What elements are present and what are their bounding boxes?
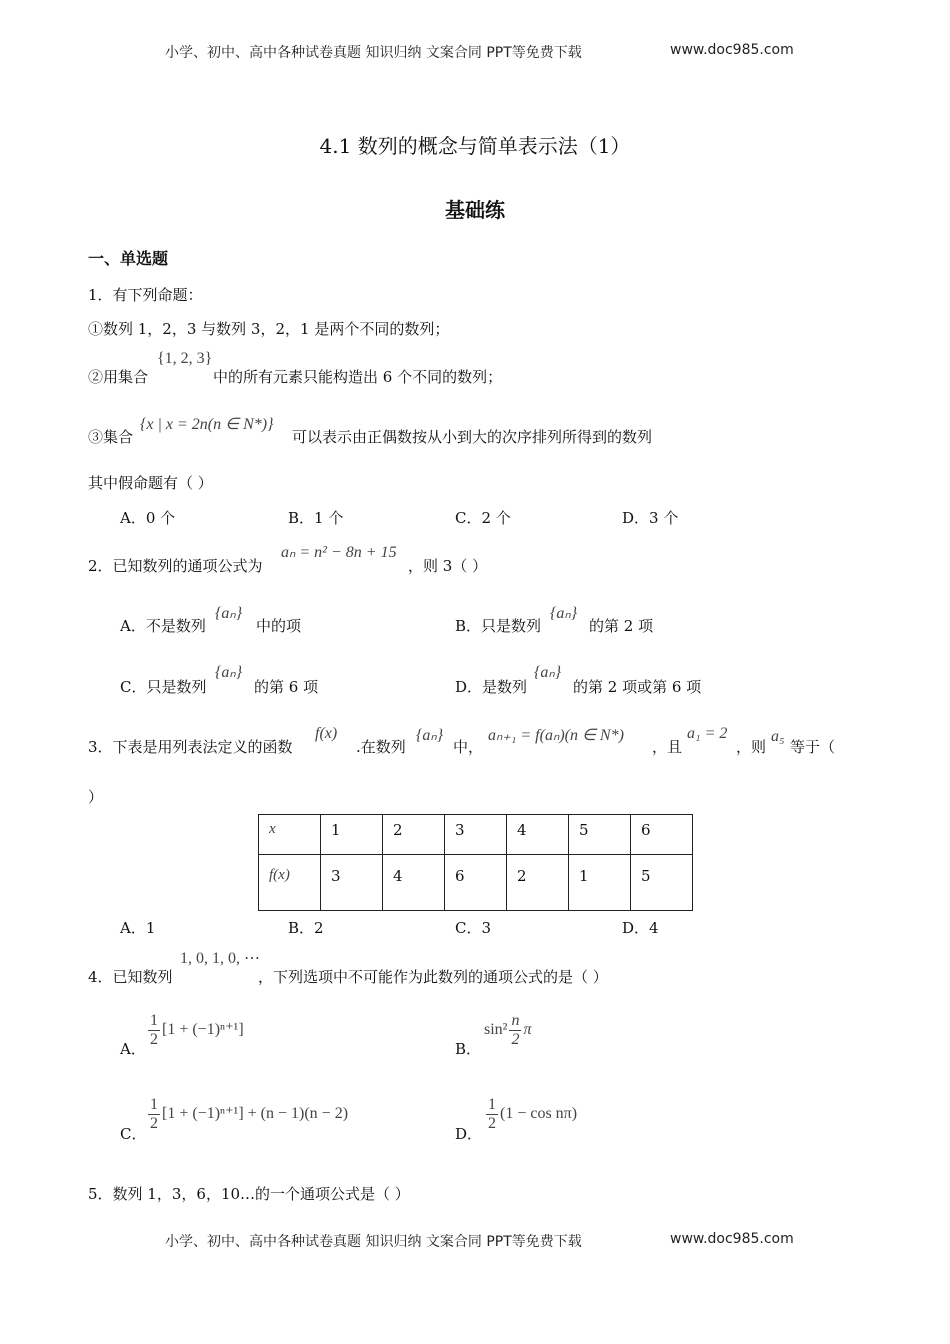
table-header-cell: f(x): [259, 855, 321, 911]
q1-set-formula: {1, 2, 3}: [157, 350, 213, 367]
q3-stem-mid2: 中，: [453, 738, 484, 756]
q4-option-b-formula: [484, 1012, 531, 1049]
q3-value-table: [258, 814, 693, 911]
q1-option-b[interactable]: B．1 个: [288, 509, 344, 527]
formula-suffix: π: [523, 1021, 532, 1039]
q1-option-d[interactable]: D．3 个: [622, 509, 679, 527]
page-subtitle: 基础练: [445, 198, 505, 222]
q3-option-b[interactable]: B．2: [288, 919, 324, 937]
page-title: 4.1 数列的概念与简单表示法（1）: [319, 134, 631, 158]
q1-ask: 其中假命题有（ ）: [88, 474, 213, 492]
q3-stem-close: ）: [88, 788, 104, 806]
q3-stem-mid4: ，则: [736, 738, 767, 756]
q1-statement-2-post: 中的所有元素只能构造出 6 个不同的数列；: [213, 368, 503, 386]
q3-seq: {aₙ}: [416, 727, 444, 744]
q3-stem-mid3: ，且: [652, 738, 683, 756]
q2-formula: aₙ = n² − 8n + 15: [281, 544, 397, 561]
header-text: 小学、初中、高中各种试卷真题 知识归纳 文案合同 PPT等免费下载: [165, 45, 582, 61]
q2-option-c-post: 的第 6 项: [254, 678, 319, 696]
q5-stem: 5．数列 1，3，6，10…的一个通项公式是（ ）: [88, 1185, 410, 1203]
table-cell: 1: [321, 815, 383, 855]
q1-statement-1: ①数列 1，2，3 与数列 3，2，1 是两个不同的数列；: [88, 320, 450, 338]
q3-option-c[interactable]: C．3: [455, 919, 492, 937]
q1-statement-3-post: 可以表示由正偶数按从小到大的次序排列所得到的数列: [292, 428, 653, 446]
fraction-denominator: 2: [511, 1031, 520, 1048]
table-cell: 2: [383, 815, 445, 855]
q4-stem-post: ，下列选项中不可能作为此数列的通项公式的是（ ）: [258, 968, 608, 986]
q1-stem: 1．有下列命题：: [88, 286, 203, 304]
q2-option-a-post: 中的项: [256, 617, 302, 635]
q4-stem-pre: 4．已知数列: [88, 968, 173, 986]
fraction-denominator: 2: [150, 1115, 158, 1132]
q2-option-b-post: 的第 2 项: [589, 617, 654, 635]
table-cell: 2: [507, 855, 569, 911]
q2-stem-post: ，则 3（ ）: [408, 557, 488, 575]
q1-statement-2-pre: ②用集合: [88, 368, 149, 386]
fraction-numerator: 1: [150, 1096, 158, 1113]
q2-option-c-pre[interactable]: C．只是数列: [120, 678, 207, 696]
table-cell: 5: [631, 855, 693, 911]
q2-option-d-seq: {aₙ}: [534, 664, 562, 681]
q3-option-a[interactable]: A．1: [120, 919, 156, 937]
footer-link[interactable]: www.doc985.com: [670, 1231, 794, 1247]
q3-stem-pre: 3．下表是用列表法定义的函数: [88, 738, 293, 756]
q4-sequence: 1, 0, 1, 0, ⋯: [180, 950, 260, 967]
q2-option-a-seq: {aₙ}: [215, 605, 243, 622]
q3-a1: a₁ = 2: [687, 725, 728, 742]
q4-option-d-formula: [484, 1096, 577, 1133]
table-cell: 4: [383, 855, 445, 911]
q2-option-b-seq: {aₙ}: [550, 605, 578, 622]
footer-text: 小学、初中、高中各种试卷真题 知识归纳 文案合同 PPT等免费下载: [165, 1234, 582, 1250]
fraction-numerator: n: [511, 1012, 520, 1029]
q2-option-b-pre[interactable]: B．只是数列: [455, 617, 542, 635]
q1-statement-3-pre: ③集合: [88, 428, 134, 446]
fraction-denominator: 2: [150, 1031, 158, 1048]
table-header-cell: x: [259, 815, 321, 855]
table-cell: 6: [445, 855, 507, 911]
q3-recurrence: aₙ₊₁ = f(aₙ)(n ∈ N*): [488, 727, 624, 744]
table-cell: 3: [321, 855, 383, 911]
q1-option-a[interactable]: A．0 个: [120, 509, 176, 527]
q4-option-c-label[interactable]: C．: [120, 1125, 147, 1143]
formula-prefix: sin²: [484, 1021, 508, 1039]
section-heading: 一、单选题: [88, 249, 169, 268]
table-cell: 6: [631, 815, 693, 855]
fraction-denominator: 2: [488, 1115, 496, 1132]
table-cell: 4: [507, 815, 569, 855]
table-cell: 1: [569, 855, 631, 911]
q4-option-c-formula: [146, 1096, 348, 1133]
q4-option-b-label[interactable]: B．: [455, 1040, 482, 1058]
q3-option-d[interactable]: D．4: [622, 919, 659, 937]
q3-stem-mid1: .在数列: [356, 738, 406, 756]
formula-rest: [1 + (−1)ⁿ⁺¹]: [162, 1021, 244, 1039]
q3-stem-post: 等于（: [790, 738, 836, 756]
q1-set-builder-formula: {x | x = 2n(n ∈ N*)}: [140, 416, 274, 433]
q4-option-a-label[interactable]: A．: [120, 1040, 146, 1058]
header-link[interactable]: www.doc985.com: [670, 42, 794, 58]
q4-option-a-formula: [146, 1012, 244, 1049]
q2-option-d-post: 的第 2 项或第 6 项: [573, 678, 702, 696]
q3-a5: a₅: [771, 728, 785, 745]
fraction-numerator: 1: [150, 1012, 158, 1029]
q2-option-c-seq: {aₙ}: [215, 664, 243, 681]
fraction-numerator: 1: [488, 1096, 496, 1113]
q2-stem-pre: 2．已知数列的通项公式为: [88, 557, 263, 575]
q4-option-d-label[interactable]: D．: [455, 1125, 483, 1143]
q2-option-a-pre[interactable]: A．不是数列: [120, 617, 206, 635]
formula-rest: (1 − cos nπ): [500, 1105, 578, 1123]
table-row: [259, 815, 693, 855]
table-cell: 3: [445, 815, 507, 855]
table-row: [259, 855, 693, 911]
q3-fx: f(x): [315, 725, 338, 742]
formula-rest: [1 + (−1)ⁿ⁺¹] + (n − 1)(n − 2): [162, 1105, 349, 1123]
q2-option-d-pre[interactable]: D．是数列: [455, 678, 528, 696]
table-cell: 5: [569, 815, 631, 855]
q1-option-c[interactable]: C．2 个: [455, 509, 511, 527]
